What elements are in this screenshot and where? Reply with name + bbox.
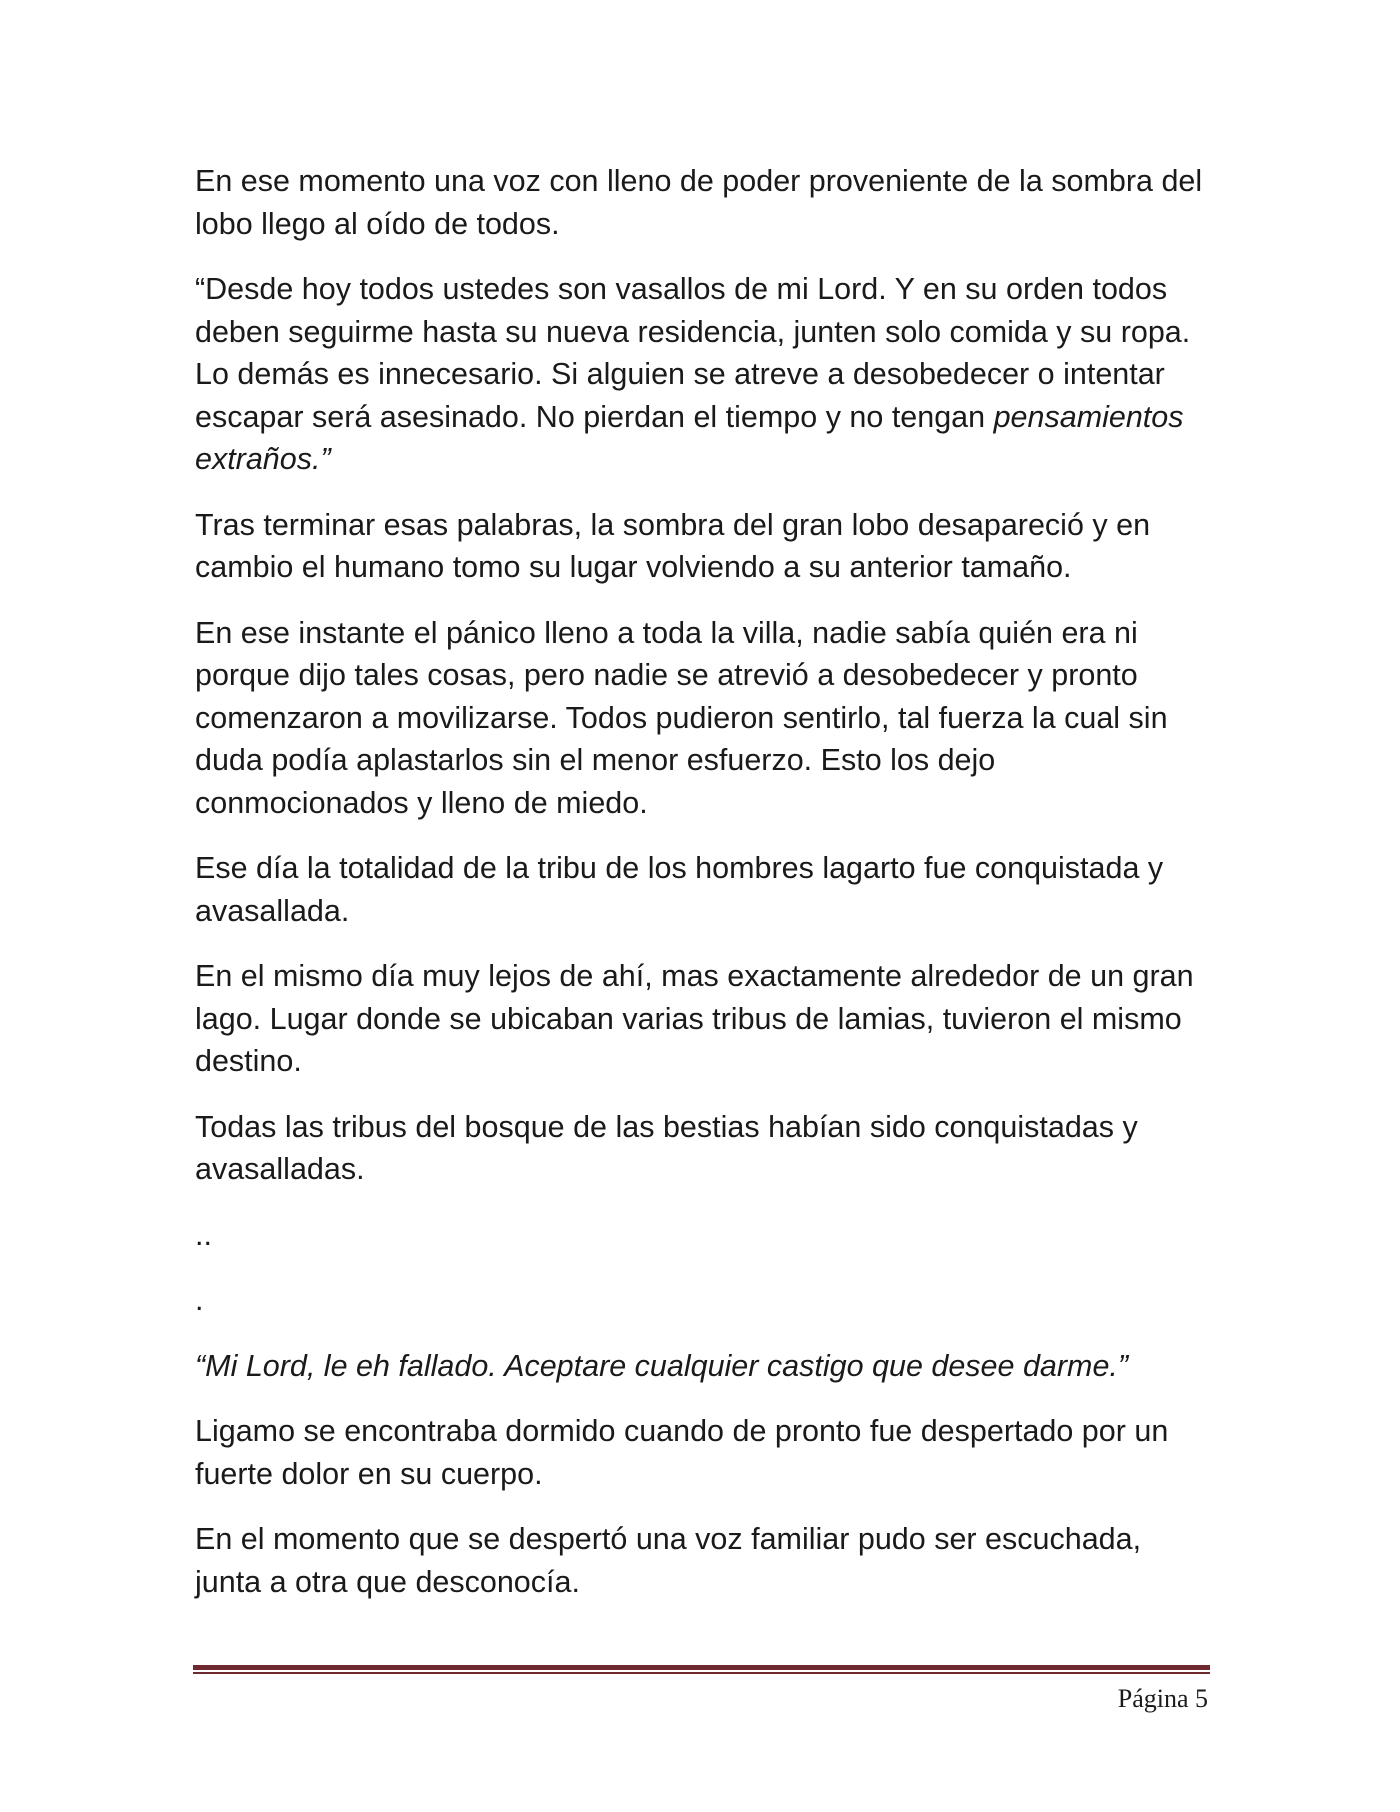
footer-divider-thick-line [193, 1665, 1210, 1670]
footer-divider [193, 1665, 1210, 1675]
paragraph-9: En el momento que se despertó una voz familiar pudo ser escuchada, junta a otra que desconocía. [195, 1522, 1142, 1599]
scene-break-dot: . [195, 1283, 204, 1317]
paragraph-3: Tras terminar esas palabras, la sombra del gran lobo desapareció y en cambio el humano tomo su lugar volviendo a su anterior tamaño. [195, 507, 1151, 584]
paragraph-6: En el mismo día muy lejos de ahí, mas exactamente alrededor de un gran lago. Lugar donde se ubicaban varias tribus de lamias, tuvieron el mismo destino. [195, 959, 1194, 1078]
paragraph-7: Todas las tribus del bosque de las bestias habían sido conquistadas y avasalladas. [195, 1109, 1138, 1186]
paragraph-5: Ese día la totalidad de la tribu de los hombres lagarto fue conquistada y avasallada. [195, 851, 1164, 928]
paragraph-4: En ese instante el pánico lleno a toda la villa, nadie sabía quién era ni porque dijo tales cosas, pero nadie se atrevió a desobedecer y pronto comenzaron a movilizarse. Todos pudieron sentirlo, tal fuerza la cual sin duda podía aplastarlos sin el menor esfuerzo. Esto los dejo conmocionados y lleno de miedo. [195, 615, 1168, 820]
paragraph-1: En ese momento una voz con lleno de poder proveniente de la sombra del lobo llego al oído de todos. [195, 164, 1203, 241]
scene-break-dots: .. [195, 1217, 212, 1252]
footer-divider-thin-line [193, 1672, 1210, 1674]
paragraph-2: “Desde hoy todos ustedes son vasallos de mi Lord. Y en su orden todos deben seguirme hasta su nueva residencia, junten solo comida y su ropa. Lo demás es innecesario. Si alguien se atreve a desobedecer o intentar escapar será asesinado. No pierdan el tiempo y no tengan pensamientos extraños.” [195, 272, 1191, 476]
page-number: Página 5 [1117, 1684, 1208, 1713]
paragraph-2-italic: pensamientos extraños.” [195, 399, 1184, 476]
paragraph-8: Ligamo se encontraba dormido cuando de pronto fue despertado por un fuerte dolor en su cuerpo. [195, 1414, 1169, 1491]
page-body [195, 160, 1215, 1626]
paragraph-italic-quote: “Mi Lord, le eh fallado. Aceptare cualquier castigo que desee darme.” [195, 1348, 1129, 1383]
